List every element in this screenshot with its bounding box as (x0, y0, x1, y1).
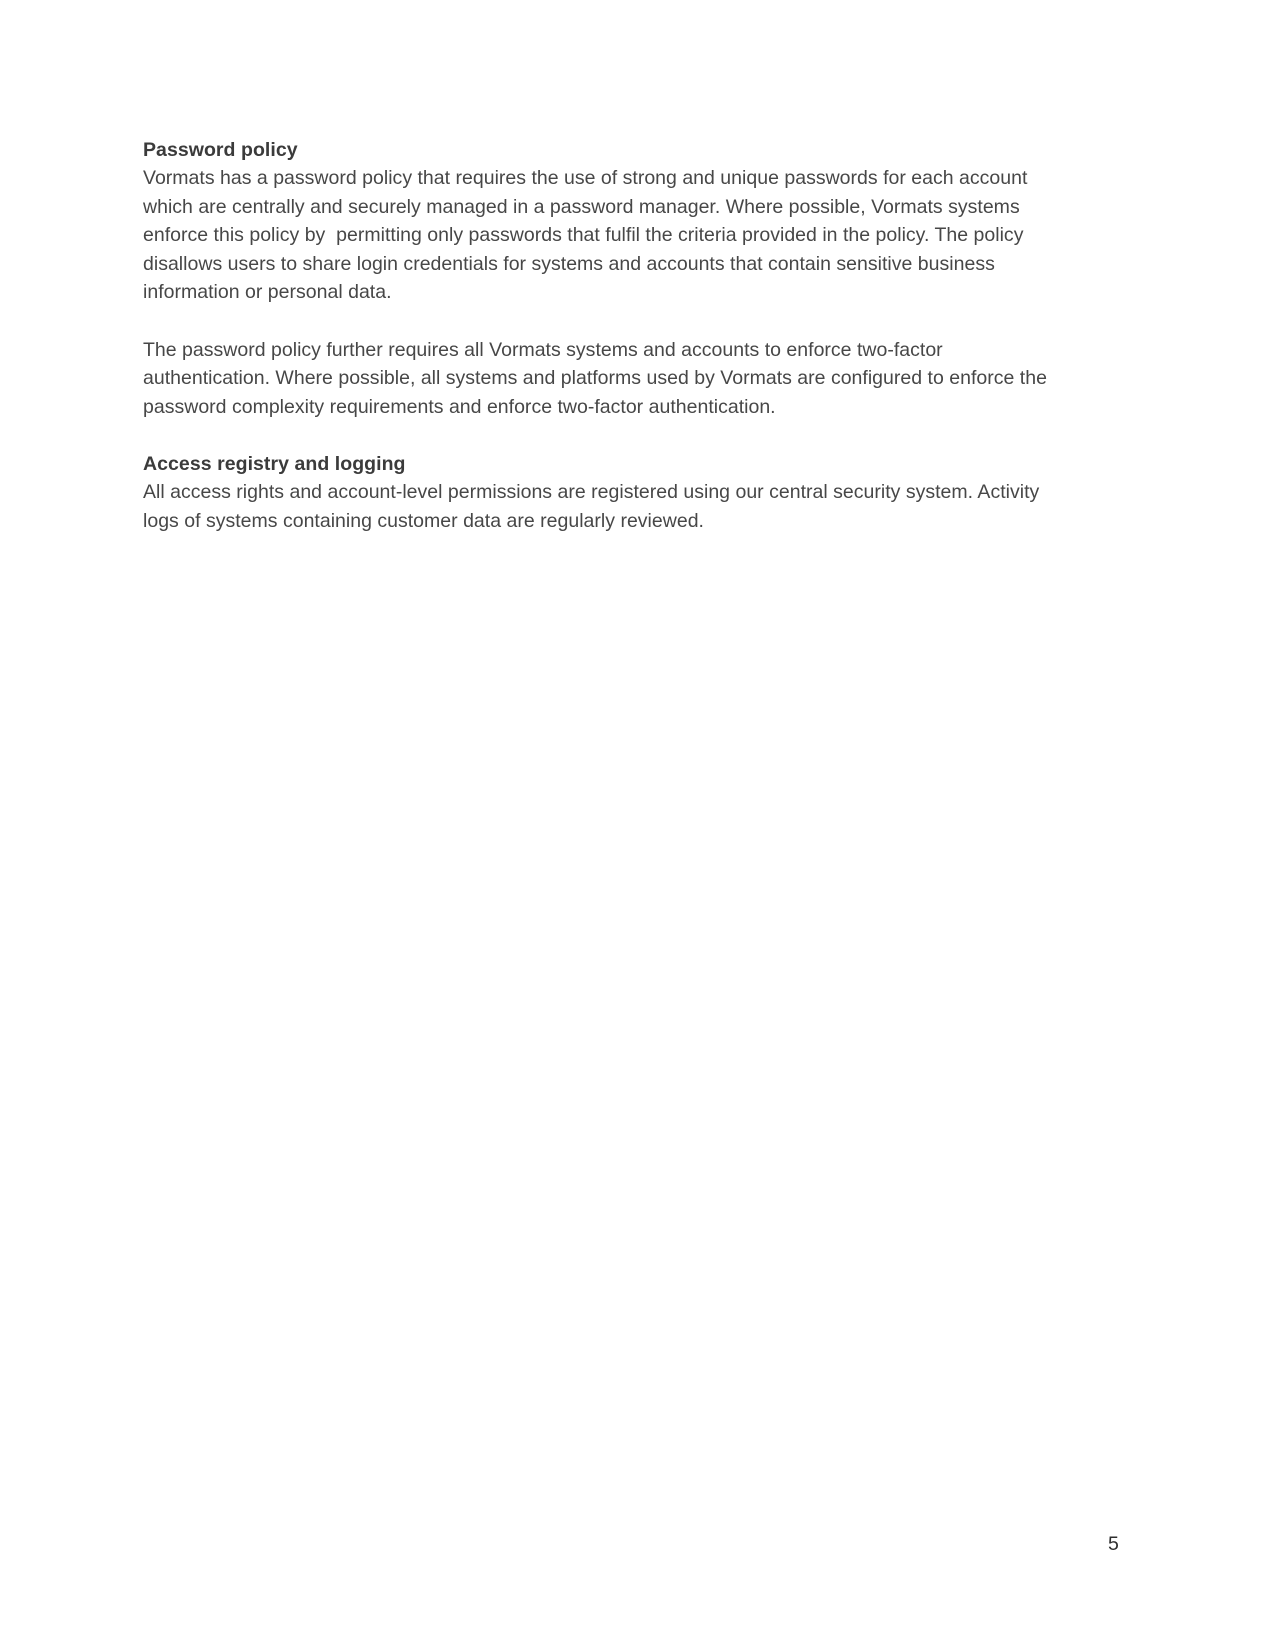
page-number: 5 (1108, 1533, 1119, 1555)
paragraph-password-policy-2: The password policy further requires all Vormats systems and accounts to enforce two-factor authentication. Where possible, all systems and platforms used by Vormats are configured to enforce the password complexity requirements and enforce two-factor authentication. (143, 338, 1053, 418)
paragraph-access-registry-1: All access rights and account-level permissions are registered using our central security system. Activity logs of systems containing customer data are regularly reviewed. (143, 480, 1045, 532)
paragraph-spacer (143, 307, 1073, 336)
section-spacer (143, 421, 1073, 450)
section-heading-password-policy: Password policy (143, 139, 298, 161)
paragraph-password-policy-1: Vormats has a password policy that requires the use of strong and unique passwords for each account which are centrally and securely managed in a password manager. Where possible, Vormats systems enforce this policy by permitting only passwords that fulfil the criteria provided in the policy. The policy disallows users to share login credentials for systems and accounts that contain sensitive business information or personal data. (143, 167, 1033, 304)
page-content (143, 136, 1073, 535)
section-heading-access-registry-and-logging: Access registry and logging (143, 452, 406, 475)
